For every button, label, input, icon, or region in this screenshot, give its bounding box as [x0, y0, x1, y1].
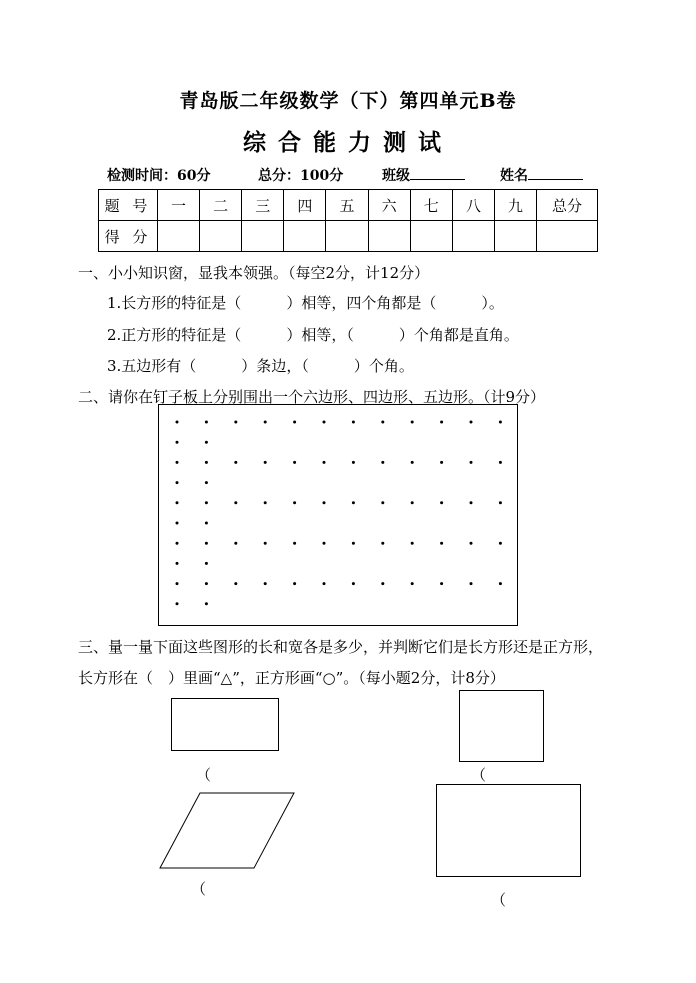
peg-dot[interactable] [234, 501, 237, 504]
peg-dot[interactable] [323, 501, 326, 504]
pegboard-dots [159, 405, 519, 627]
peg-dot[interactable] [470, 542, 473, 545]
class-label: 班级 [382, 168, 410, 184]
peg-dot[interactable] [440, 542, 443, 545]
score-cell[interactable] [242, 221, 284, 252]
section2-heading: 二、请你在钉子板上分别围出一个六边形、四边形、五边形。（计9分） [78, 388, 546, 406]
name-blank[interactable] [528, 165, 583, 180]
peg-dot[interactable] [234, 421, 237, 424]
peg-dot[interactable] [264, 542, 267, 545]
peg-dot[interactable] [470, 421, 473, 424]
peg-dot[interactable] [323, 582, 326, 585]
score-cell[interactable] [200, 221, 242, 252]
peg-dot[interactable] [411, 501, 414, 504]
peg-dot[interactable] [470, 501, 473, 504]
peg-dot[interactable] [293, 542, 296, 545]
table-cell: 一 [158, 190, 200, 221]
peg-dot[interactable] [293, 461, 296, 464]
peg-dot[interactable] [176, 602, 179, 605]
peg-dot[interactable] [264, 582, 267, 585]
test-time: 检测时间：60分 [107, 168, 211, 184]
class-field [382, 165, 465, 185]
peg-dot[interactable] [499, 421, 502, 424]
peg-dot[interactable] [293, 501, 296, 504]
table-cell: 题 号 [99, 190, 158, 221]
score-table-score-row [99, 221, 598, 252]
peg-dot[interactable] [352, 542, 355, 545]
peg-dot[interactable] [323, 461, 326, 464]
rectangle-shape-2 [459, 690, 544, 762]
peg-dot[interactable] [205, 501, 208, 504]
peg-dot[interactable] [352, 582, 355, 585]
table-cell: 五 [326, 190, 368, 221]
peg-dot[interactable] [499, 582, 502, 585]
table-cell: 九 [494, 190, 536, 221]
peg-dot[interactable] [205, 522, 208, 525]
score-cell[interactable] [284, 221, 326, 252]
peg-dot[interactable] [411, 461, 414, 464]
peg-dot[interactable] [176, 522, 179, 525]
peg-dot[interactable] [205, 481, 208, 484]
table-cell: 八 [452, 190, 494, 221]
peg-dot[interactable] [381, 501, 384, 504]
peg-dot[interactable] [499, 542, 502, 545]
peg-dot[interactable] [470, 461, 473, 464]
peg-dot[interactable] [499, 461, 502, 464]
peg-dot[interactable] [234, 582, 237, 585]
total-score: 总分：100分 [258, 168, 344, 184]
peg-dot[interactable] [205, 461, 208, 464]
pegboard[interactable] [158, 404, 518, 626]
peg-dot[interactable] [205, 421, 208, 424]
peg-dot[interactable] [205, 582, 208, 585]
question-3: 3.五边形有（ ）条边，（ ）个角。 [107, 357, 414, 375]
peg-dot[interactable] [411, 582, 414, 585]
peg-dot[interactable] [264, 501, 267, 504]
peg-dot[interactable] [176, 542, 179, 545]
score-cell[interactable] [158, 221, 200, 252]
peg-dot[interactable] [176, 421, 179, 424]
answer-paren-4[interactable]: （ [491, 891, 507, 909]
peg-dot[interactable] [411, 542, 414, 545]
score-cell[interactable] [452, 221, 494, 252]
name-field [500, 165, 583, 185]
peg-dot[interactable] [440, 461, 443, 464]
peg-dot[interactable] [499, 501, 502, 504]
peg-dot[interactable] [440, 501, 443, 504]
table-cell: 六 [368, 190, 410, 221]
score-cell[interactable] [368, 221, 410, 252]
answer-paren-1[interactable]: （ [196, 766, 212, 784]
score-table-header-row [99, 190, 598, 221]
peg-dot[interactable] [381, 461, 384, 464]
peg-dot[interactable] [205, 542, 208, 545]
peg-dot[interactable] [234, 542, 237, 545]
peg-dot[interactable] [440, 582, 443, 585]
peg-dot[interactable] [234, 461, 237, 464]
score-cell[interactable] [537, 221, 598, 252]
peg-dot[interactable] [381, 421, 384, 424]
table-cell: 总分 [537, 190, 598, 221]
table-cell: 得 分 [99, 221, 158, 252]
answer-paren-3[interactable]: （ [191, 880, 207, 898]
question-1: 1.长方形的特征是（ ）相等，四个角都是（ ）。 [107, 294, 504, 312]
score-cell[interactable] [326, 221, 368, 252]
peg-dot[interactable] [352, 461, 355, 464]
peg-dot[interactable] [176, 481, 179, 484]
peg-dot[interactable] [293, 582, 296, 585]
peg-dot[interactable] [205, 441, 208, 444]
section3-heading-line1: 三、量一量下面这些图形的长和宽各是多少，并判断它们是长方形还是正方形， [78, 638, 604, 656]
peg-dot[interactable] [381, 542, 384, 545]
peg-dot[interactable] [381, 582, 384, 585]
peg-dot[interactable] [176, 562, 179, 565]
peg-dot[interactable] [176, 461, 179, 464]
peg-dot[interactable] [264, 421, 267, 424]
peg-dot[interactable] [470, 582, 473, 585]
score-cell[interactable] [494, 221, 536, 252]
peg-dot[interactable] [293, 421, 296, 424]
peg-dot[interactable] [264, 461, 267, 464]
peg-dot[interactable] [440, 421, 443, 424]
peg-dot[interactable] [205, 562, 208, 565]
table-cell: 二 [200, 190, 242, 221]
peg-dot[interactable] [352, 421, 355, 424]
parallelogram-shape [158, 792, 296, 870]
answer-paren-2[interactable]: （ [471, 766, 487, 784]
rectangle-shape-4 [436, 784, 581, 877]
score-cell[interactable] [410, 221, 452, 252]
class-blank[interactable] [410, 165, 465, 180]
peg-dot[interactable] [411, 421, 414, 424]
peg-dot[interactable] [205, 602, 208, 605]
peg-dot[interactable] [176, 441, 179, 444]
section1-heading: 一、小小知识窗，显我本领强。（每空2分，计12分） [78, 264, 430, 282]
table-cell: 四 [284, 190, 326, 221]
question-2: 2.正方形的特征是（ ）相等，（ ）个角都是直角。 [107, 326, 519, 344]
rectangle-shape-1 [171, 698, 279, 751]
table-cell: 七 [410, 190, 452, 221]
name-label: 姓名 [500, 168, 528, 184]
peg-dot[interactable] [323, 542, 326, 545]
peg-dot[interactable] [176, 501, 179, 504]
score-table [98, 189, 598, 252]
peg-dot[interactable] [352, 501, 355, 504]
page-subtitle: 综合能力测试 [243, 129, 453, 156]
table-cell: 三 [242, 190, 284, 221]
section3-heading-line2: 长方形在（ ）里画“△”，正方形画“○”。（每小题2分，计8分） [78, 669, 505, 687]
peg-dot[interactable] [176, 582, 179, 585]
page-title: 青岛版二年级数学（下）第四单元B卷 [179, 90, 517, 112]
peg-dot[interactable] [323, 421, 326, 424]
